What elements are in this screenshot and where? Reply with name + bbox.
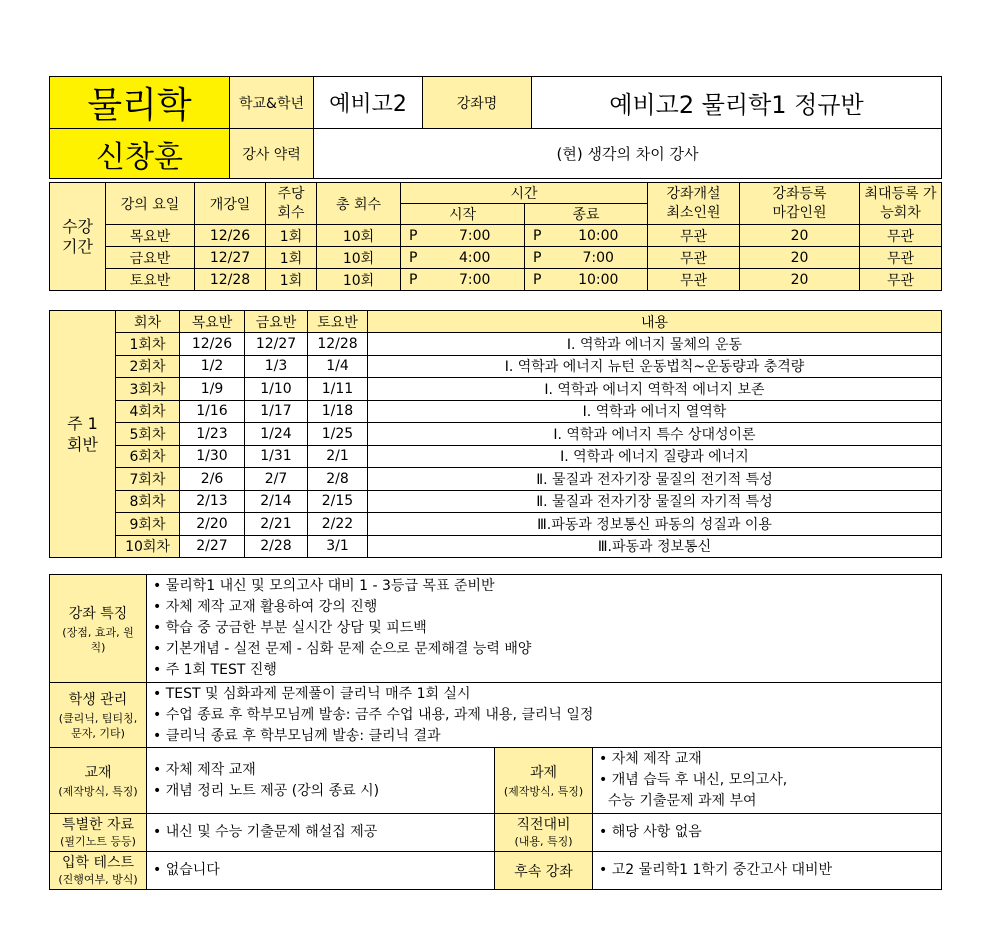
row-content: Ⅰ. 역학과 에너지 역학적 에너지 보존 (368, 378, 942, 401)
row-fri: 2/14 (245, 490, 308, 513)
homework-list (593, 748, 942, 814)
features-label: 강좌 특징 (장점, 효과, 원칙) (50, 575, 147, 683)
row-fri: 12/27 (245, 333, 308, 356)
row-avail: 무관 (860, 247, 942, 269)
row-sat: 2/1 (308, 445, 368, 468)
list-item: • 없습니다 (153, 862, 220, 878)
row-content: Ⅰ. 역학과 에너지 질량과 에너지 (368, 445, 942, 468)
col-min: 강좌개설 최소인원 (648, 183, 740, 225)
row-date: 12/27 (195, 247, 266, 269)
row-fri: 1/10 (245, 378, 308, 401)
row-sat: 1/11 (308, 378, 368, 401)
row-content: Ⅰ. 역학과 에너지 특수 상대성이론 (368, 423, 942, 446)
row-thu: 2/27 (180, 535, 245, 558)
teacher-name: 신창훈 (50, 129, 230, 179)
row-fri: 2/28 (245, 535, 308, 558)
school-grade-value: 예비고2 (314, 77, 423, 129)
career-value: (현) 생각의 차이 강사 (314, 129, 942, 179)
row-start: 7:00 (426, 225, 525, 247)
textbook-label: 교재 (제작방식, 특징) (50, 748, 147, 814)
followup-label: 후속 강좌 (495, 852, 593, 890)
course-name-label: 강좌명 (423, 77, 532, 129)
list-item: • 고2 물리학1 1학기 중간고사 대비반 (599, 862, 833, 878)
list-item: 수능 기출문제 과제 부여 (599, 793, 757, 809)
row-sat: 12/28 (308, 333, 368, 356)
row-content: Ⅲ.파동과 정보통신 (368, 535, 942, 558)
row-start: 7:00 (426, 269, 525, 291)
row-session: 4회차 (116, 400, 180, 423)
row-fri: 2/7 (245, 468, 308, 491)
list-item: • 클리닉 종료 후 학부모님께 발송: 클리닉 결과 (153, 727, 441, 744)
management-list (147, 683, 942, 748)
prep-label: 직전대비 (내용, 특징) (495, 814, 593, 852)
col-session: 회차 (116, 311, 180, 333)
row-end: 10:00 (550, 269, 648, 291)
homework-label: 과제 (제작방식, 특징) (495, 748, 593, 814)
row-content: Ⅰ. 역학과 에너지 뉴턴 운동법칙~운동량과 충격량 (368, 355, 942, 378)
textbook-list (147, 748, 495, 814)
list-item: • 학습 중 궁금한 부분 실시간 상담 및 피드백 (153, 620, 427, 636)
curriculum-table (49, 310, 942, 558)
row-min: 무관 (648, 247, 740, 269)
row-sat: 2/15 (308, 490, 368, 513)
col-time-end: 종료 (525, 204, 648, 225)
features-list (147, 575, 942, 683)
col-fri: 금요반 (245, 311, 308, 333)
row-sat: 2/8 (308, 468, 368, 491)
row-start: 4:00 (426, 247, 525, 269)
row-content: Ⅱ. 물질과 전자기장 물질의 자기적 특성 (368, 490, 942, 513)
row-thu: 2/13 (180, 490, 245, 513)
schedule-row (50, 225, 942, 247)
row-session: 6회차 (116, 445, 180, 468)
list-item: • 기본개념 - 실전 문제 - 심화 문제 순으로 문제해결 능력 배양 (153, 641, 532, 657)
row-end-pm: P (525, 225, 550, 247)
col-weekly: 주당 회수 (266, 183, 317, 225)
col-start-date: 개강일 (195, 183, 266, 225)
followup-list (593, 852, 942, 890)
row-date: 12/26 (195, 225, 266, 247)
row-thu: 2/6 (180, 468, 245, 491)
row-content: Ⅱ. 물질과 전자기장 물질의 전기적 특성 (368, 468, 942, 491)
row-thu: 2/20 (180, 513, 245, 536)
schedule-table (49, 182, 942, 291)
row-session: 10회차 (116, 535, 180, 558)
row-end-pm: P (525, 269, 550, 291)
row-content: Ⅰ. 역학과 에너지 물체의 운동 (368, 333, 942, 356)
row-thu: 1/9 (180, 378, 245, 401)
row-fri: 1/17 (245, 400, 308, 423)
entrance-test-list (147, 852, 495, 890)
row-weekly: 1회 (266, 269, 317, 291)
list-item: • 자체 제작 교재 (153, 761, 256, 778)
special-label: 특별한 자료 (필기노트 등등) (50, 814, 147, 852)
prep-list (593, 814, 942, 852)
row-sat: 1/18 (308, 400, 368, 423)
curriculum-side-label: 주 1회반 (50, 311, 116, 558)
list-item: • 수업 종료 후 학부모님께 발송: 금주 수업 내용, 과제 내용, 클리닉 일정 (153, 706, 594, 723)
row-start-pm: P (401, 269, 426, 291)
row-end: 7:00 (550, 247, 648, 269)
list-item: • 물리학1 내신 및 모의고사 대비 1 - 3등급 목표 준비반 (153, 578, 495, 594)
row-day: 금요반 (106, 247, 195, 269)
row-max: 20 (740, 247, 860, 269)
details-table (49, 574, 942, 890)
list-item: • 내신 및 수능 기출문제 해설집 제공 (153, 824, 378, 840)
row-avail: 무관 (860, 269, 942, 291)
row-max: 20 (740, 225, 860, 247)
row-content: Ⅲ.파동과 정보통신 파동의 성질과 이용 (368, 513, 942, 536)
row-total: 10회 (317, 269, 401, 291)
row-avail: 무관 (860, 225, 942, 247)
col-max: 강좌등록 마감인원 (740, 183, 860, 225)
row-session: 8회차 (116, 490, 180, 513)
row-total: 10회 (317, 247, 401, 269)
col-time-start: 시작 (401, 204, 525, 225)
row-sat: 2/22 (308, 513, 368, 536)
col-time: 시간 (401, 183, 648, 204)
row-fri: 1/24 (245, 423, 308, 446)
row-session: 3회차 (116, 378, 180, 401)
row-date: 12/28 (195, 269, 266, 291)
row-thu: 1/16 (180, 400, 245, 423)
management-label: 학생 관리 (클리닉, 팀티칭, 문자, 기타) (50, 683, 147, 748)
row-day: 목요반 (106, 225, 195, 247)
schedule-row (50, 269, 942, 291)
row-min: 무관 (648, 269, 740, 291)
list-item: • TEST 및 심화과제 문제풀이 클리닉 매주 1회 실시 (153, 685, 471, 702)
list-item: • 개념 습득 후 내신, 모의고사, (599, 772, 788, 788)
row-session: 2회차 (116, 355, 180, 378)
course-name-value: 예비고2 물리학1 정규반 (532, 77, 942, 129)
col-total: 총 회수 (317, 183, 401, 225)
entrance-test-label: 입학 테스트 (진행여부, 방식) (50, 852, 147, 890)
row-sat: 1/25 (308, 423, 368, 446)
list-item: • 해당 사항 없음 (599, 824, 702, 840)
list-item: • 주 1회 TEST 진행 (153, 662, 277, 678)
col-content: 내용 (368, 311, 942, 333)
schedule-row (50, 247, 942, 269)
row-sat: 3/1 (308, 535, 368, 558)
row-session: 7회차 (116, 468, 180, 491)
row-thu: 12/26 (180, 333, 245, 356)
row-total: 10회 (317, 225, 401, 247)
col-day: 강의 요일 (106, 183, 195, 225)
list-item: • 개념 정리 노트 제공 (강의 종료 시) (153, 782, 380, 799)
list-item: • 자체 제작 교재 (599, 751, 702, 767)
row-end-pm: P (525, 247, 550, 269)
subject-title: 물리학 (50, 77, 230, 129)
col-sat: 토요반 (308, 311, 368, 333)
row-fri: 2/21 (245, 513, 308, 536)
row-start-pm: P (401, 225, 426, 247)
list-item: • 자체 제작 교재 활용하여 강의 진행 (153, 599, 378, 615)
header-table (49, 76, 942, 179)
row-session: 1회차 (116, 333, 180, 356)
row-weekly: 1회 (266, 225, 317, 247)
row-weekly: 1회 (266, 247, 317, 269)
schedule-side-label: 수강 기간 (50, 183, 106, 291)
col-max-sessions: 최대등록 가능회차 (860, 183, 942, 225)
row-end: 10:00 (550, 225, 648, 247)
special-list (147, 814, 495, 852)
row-fri: 1/31 (245, 445, 308, 468)
row-min: 무관 (648, 225, 740, 247)
row-session: 5회차 (116, 423, 180, 446)
row-day: 토요반 (106, 269, 195, 291)
col-thu: 목요반 (180, 311, 245, 333)
row-sat: 1/4 (308, 355, 368, 378)
career-label: 강사 약력 (230, 129, 314, 179)
row-content: Ⅰ. 역학과 에너지 열역학 (368, 400, 942, 423)
school-grade-label: 학교&학년 (230, 77, 314, 129)
row-thu: 1/30 (180, 445, 245, 468)
row-thu: 1/23 (180, 423, 245, 446)
row-fri: 1/3 (245, 355, 308, 378)
row-start-pm: P (401, 247, 426, 269)
row-thu: 1/2 (180, 355, 245, 378)
row-session: 9회차 (116, 513, 180, 536)
row-max: 20 (740, 269, 860, 291)
